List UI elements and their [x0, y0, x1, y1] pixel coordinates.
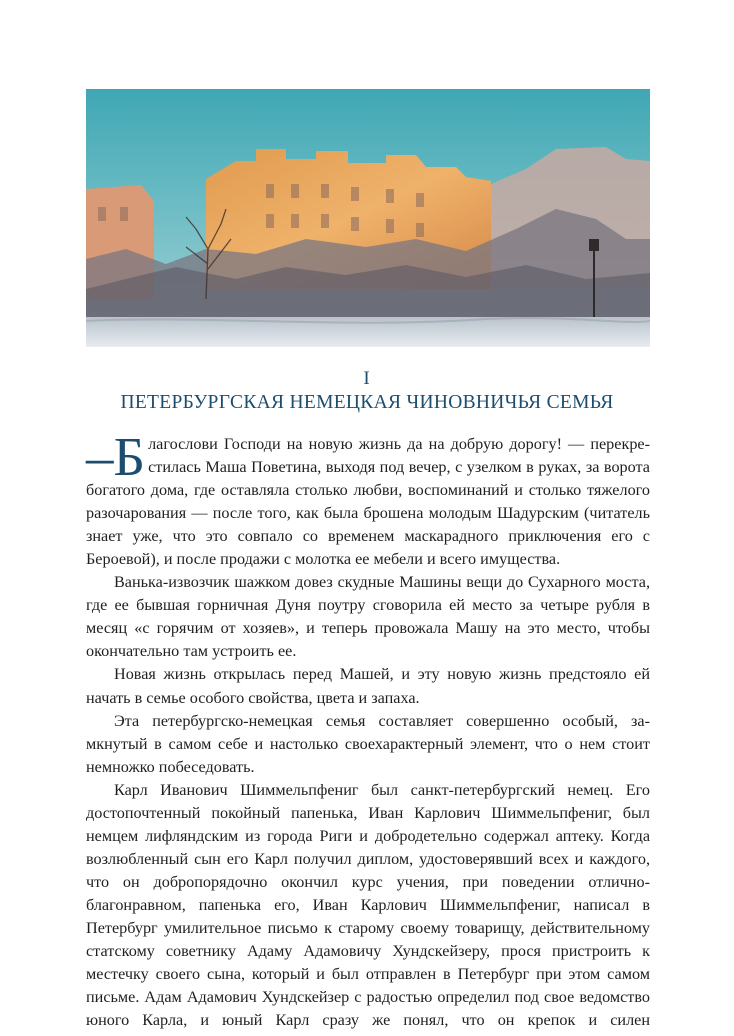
paragraph: Эта петербургско-немецкая семья составляет совершенно особый, замкнутый в самом себе и настолько своехарактерный элемент, что о нем стоит немножко побеседовать. — [86, 711, 650, 776]
paragraph — [86, 426, 650, 571]
chapter-number: I — [363, 368, 371, 389]
paragraph-text: лагослови Господи на новую жизнь да на добрую дорогу! — перекрестилась Маша Поветина, выходя под вечер, с узелком в руках, за ворота богатого дома, где оставляла столько любви, воспоминаний и столько тяжелого разочарования — после того, как была брошена молодым Шадурским (читатель знает уже, что это совпало со временем маскарадного приключения его с Бероевой), и после продажи с молотка ее мебели и всего имущества. — [86, 435, 650, 569]
paragraph: Новая жизнь открылась перед Машей, и эту новую жизнь предстояло ей начать в семье особого свойства, цвета и запаха. — [86, 665, 650, 707]
dropcap: –Б — [86, 426, 146, 487]
paragraph: Карл Иванович Шиммельпфениг был санкт-петербургский немец. Его достопочтенный покойный папенька, Иван Карлович Шиммельпфениг, был немцем лифляндским из города Риги и добродетельно содержал аптеку. Когда возлюбленный сын его Карл получил диплом, удостоверявший всех и каждого, что он добропорядочно окончил курс учения, при поведении отлично-благонравном, папенька его, Иван Карлович Шиммельпфениг, написал в Петербург умилительное письмо к старому своему товарищу, действительному статскому советнику Адаму Адамовичу Хундскейзеру, прося пристроить к местечку своего сына, который и был отправлен в Петербург при этом самом письме. Адам Адамович Хундскейзер с радостью определил под свое ведомство юного Карла, и юный Карл сразу же понял, что он крепок и силен — [86, 780, 650, 1030]
chapter-body — [86, 426, 650, 1032]
chapter-title: ПЕТЕРБУРГСКАЯ НЕМЕЦКАЯ ЧИНОВНИЧЬЯ СЕМЬЯ — [120, 392, 614, 413]
watercolor-illustration — [86, 89, 650, 347]
paragraph: Ванька-извозчик шажком довез скудные Машины вещи до Сухарного моста, где ее бывшая горничная Дуня поутру сговорила ей место за четыре рубля в месяц «с горячим от хозяев», и теперь провожала Машу на это место, чтобы окончательно там устроить ее. — [86, 573, 650, 661]
